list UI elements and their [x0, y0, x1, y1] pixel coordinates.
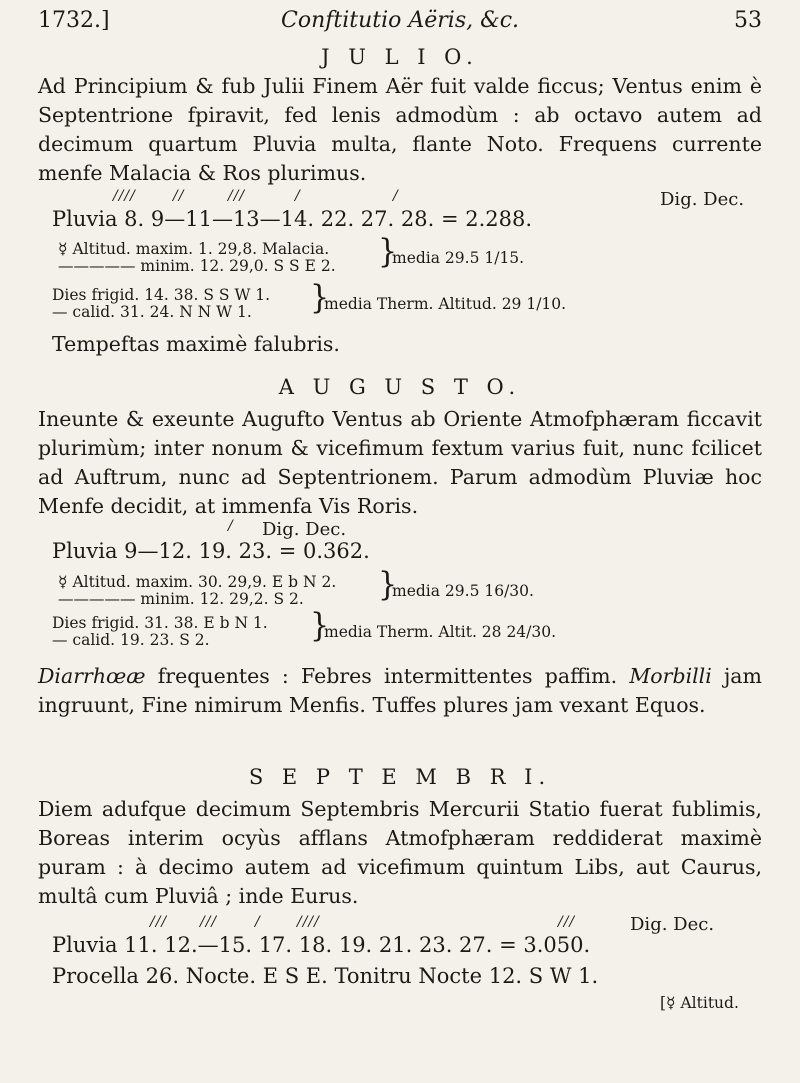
- header-year: 1732.]: [38, 8, 110, 33]
- septembri-tick-mark: ///: [558, 914, 576, 930]
- augusto-notes: [38, 662, 762, 720]
- septembri-tick-mark: ////: [297, 914, 320, 930]
- julio-dies-frigid: Dies frigid. 14. 38. S S W 1.: [52, 286, 271, 304]
- augusto-altitud-min: ————— minim. 12. 29,2. S 2.: [58, 590, 304, 608]
- julio-tick-mark: ///: [228, 188, 246, 204]
- augusto-dies-calid: — calid. 19. 23. S 2.: [52, 631, 210, 649]
- septembri-procella-line: Procella 26. Nocte. E S E. Tonitru Nocte 12. S W 1.: [52, 964, 599, 988]
- julio-tick-mark: /: [393, 188, 399, 204]
- julio-brace: }: [378, 232, 398, 271]
- julio-altitud-min: ————— minim. 12. 29,0. S S E 2.: [58, 257, 336, 275]
- augusto-altitud-media: media 29.5 16/30.: [392, 582, 534, 600]
- augusto-tick-mark: /: [228, 518, 234, 534]
- catchword: [☿ Altitud.: [660, 994, 739, 1012]
- julio-altitud-max: ☿ Altitud. maxim. 1. 29,8. Malacia.: [58, 240, 330, 258]
- julio-dies-calid: — calid. 31. 24. N N W 1.: [52, 303, 252, 321]
- augusto-paragraph: Ineunte & exeunte Augufto Ventus ab Oriente Atmofphæram ficcavit plurimùm; inter nonum & vicefimum fextum varius fuit, nunc fcilicet ad Auftrum, nunc ad Septentrionem. Parum admodùm Pluviæ hoc Menfe decidit, at immenfa Vis Roris.: [38, 407, 762, 518]
- augusto-pluvia-line: Pluvia 9—12. 19. 23. = 0.362.: [52, 539, 370, 563]
- augusto-dies-frigid: Dies frigid. 31. 38. E b N 1.: [52, 614, 268, 632]
- septembri-dig-dec: Dig. Dec.: [630, 914, 715, 935]
- julio-tick-mark: ////: [113, 188, 136, 204]
- augusto-heading: A U G U S T O.: [278, 375, 522, 399]
- augusto-therm-media: media Therm. Altit. 28 24/30.: [324, 623, 557, 641]
- julio-altitud-media: media 29.5 1/15.: [392, 249, 525, 267]
- septembri-heading: S E P T E M B R I.: [248, 765, 552, 789]
- septembri-pluvia-line: Pluvia 11. 12.—15. 17. 18. 19. 21. 23. 27. = 3.050.: [52, 933, 591, 957]
- morbilli-text: jam ingruunt, Fine nimirum Menfis. Tuffes plures jam vexant Equos.: [38, 664, 762, 717]
- septembri-tick-mark: ///: [150, 914, 168, 930]
- diarrhoeae-term: Diarrhœæ: [38, 664, 146, 688]
- julio-pluvia-line: Pluvia 8. 9—11—13—14. 22. 27. 28. = 2.288.: [52, 207, 533, 231]
- julio-paragraph: Ad Principium & fub Julii Finem Aër fuit valde ficcus; Ventus enim è Septentrione fpiravit, fed lenis admodùm : ab octavo autem ad decimum quartum Pluvia multa, flante Noto. Frequens currente menfe Malacia & Ros plurimus.: [38, 74, 762, 185]
- septembri-paragraph: Diem adufque decimum Septembris Mercurii Statio fuerat fublimis, Boreas interim ocyùs afflans Atmofphæram reddiderat maximè puram : à decimo autem ad vicefimum quintum Libs, aut Caurus, multâ cum Pluviâ ; inde Eurus.: [38, 797, 762, 908]
- augusto-altitud-max: ☿ Altitud. maxim. 30. 29,9. E b N 2.: [58, 573, 337, 591]
- augusto-brace: }: [378, 565, 398, 604]
- septembri-tick-mark: ///: [200, 914, 218, 930]
- diarrhoeae-text: frequentes : Febres intermittentes paffim.: [157, 664, 618, 688]
- header-title: Conftitutio Aëris, &c.: [280, 8, 520, 33]
- morbilli-term: Morbilli: [629, 664, 712, 688]
- julio-dig-dec: Dig. Dec.: [660, 189, 745, 210]
- julio-tempestas: Tempeftas maximè falubris.: [52, 332, 340, 356]
- septembri-tick-mark: /: [255, 914, 261, 930]
- julio-therm-media: media Therm. Altitud. 29 1/10.: [324, 295, 567, 313]
- julio-tick-mark: /: [295, 188, 301, 204]
- augusto-therm-brace: }: [310, 606, 330, 645]
- julio-therm-brace: }: [310, 278, 330, 317]
- julio-heading: J U L I O.: [321, 45, 479, 69]
- page-number: 53: [734, 8, 762, 33]
- augusto-dig-dec: Dig. Dec.: [262, 519, 347, 540]
- julio-tick-mark: //: [173, 188, 185, 204]
